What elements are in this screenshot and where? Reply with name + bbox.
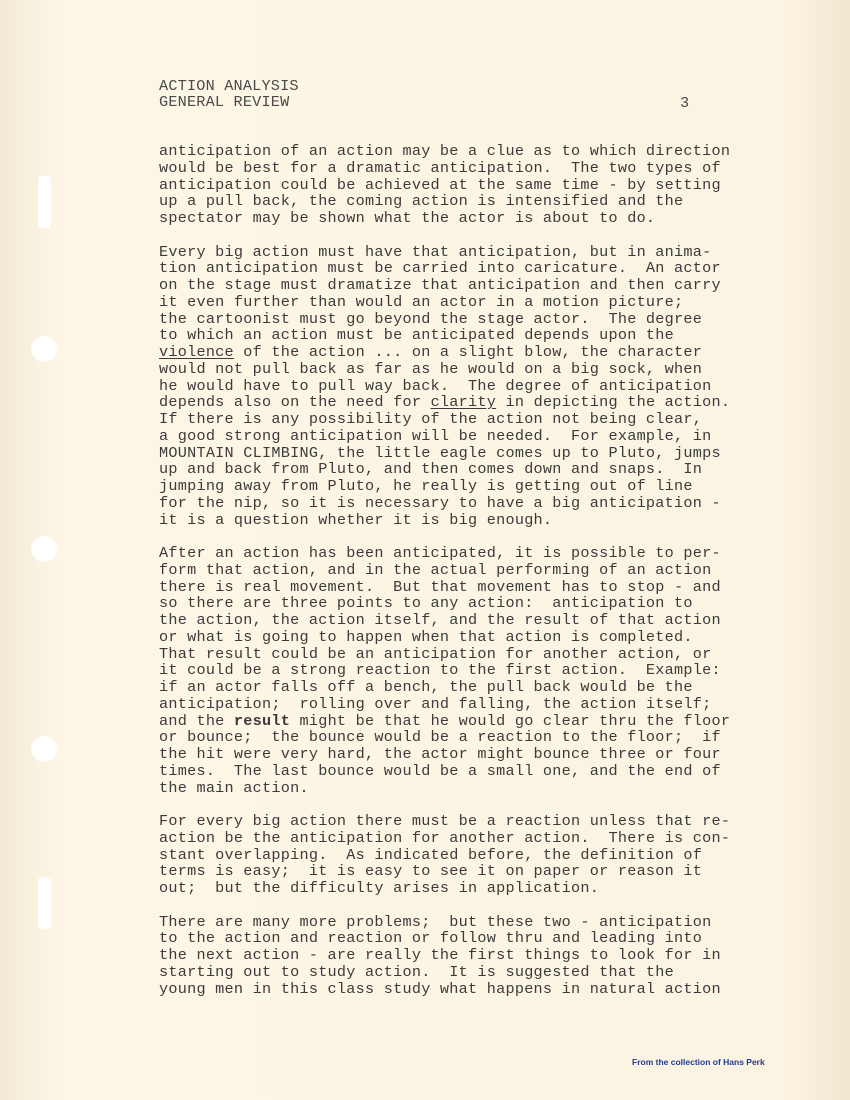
document-body <box>159 143 819 1014</box>
text-line: jumping away from Pluto, he really is getting out of line <box>159 477 693 495</box>
text-line: the cartoonist must go beyond the stage actor. The degree <box>159 309 703 328</box>
text-line: he would have to pull way back. The degree of anticipation <box>159 376 712 395</box>
binder-tab-bottom <box>38 877 51 929</box>
text-line: for the nip, so it is necessary to have a big anticipation - <box>159 493 721 512</box>
text-line: the hit were very hard, the actor might bounce three or four <box>159 745 721 763</box>
text-line: would not pull back as far as he would on a big sock, when <box>159 359 703 378</box>
header-subtitle: GENERAL REVIEW <box>159 93 290 111</box>
paragraph <box>159 244 819 529</box>
text-line: times. The last bounce would be a small one, and the end of <box>159 761 721 780</box>
underlined-word: clarity <box>430 393 497 412</box>
text-line: For every big action there must be a reaction unless that re- <box>159 812 731 830</box>
text-line: spectator may be shown what the actor is about to do. <box>159 209 656 227</box>
text-line: terms is easy; it is easy to see it on paper or reason it <box>159 862 703 881</box>
text-line: If there is any possibility of the action not being clear, <box>159 410 703 428</box>
text-line: young men in this class study what happens in natural action <box>159 979 721 998</box>
binder-hole-2 <box>31 536 57 562</box>
text-line: out; but the difficulty arises in application. <box>159 879 600 897</box>
text-line: so there are three points to any action: anticipation to <box>159 594 693 613</box>
text-line: the main action. <box>159 778 309 797</box>
text-line: would be best for a dramatic anticipation. The two types of <box>159 158 721 177</box>
text-line: it is a question whether it is big enough. <box>159 510 553 529</box>
text-line: and the result might be that he would go clear thru the floor <box>159 711 731 730</box>
text-line: anticipation could be achieved at the same time - by setting <box>159 175 721 194</box>
underlined-word: violence <box>159 343 234 361</box>
text-line: or what is going to happen when that action is completed. <box>159 627 693 646</box>
text-line: the action, the action itself, and the result of that action <box>159 611 721 629</box>
text-line: up a pull back, the coming action is intensified and the <box>159 192 684 211</box>
binder-hole-3 <box>31 736 57 762</box>
binder-tab-top <box>38 176 51 228</box>
text-line: to which an action must be anticipated depends upon the <box>159 326 675 345</box>
page-number: 3 <box>680 94 690 112</box>
text-line: There are many more problems; but these two - anticipation <box>159 912 712 931</box>
paragraph <box>159 143 819 227</box>
text-line: stant overlapping. As indicated before, the definition of <box>159 845 703 864</box>
text-line: if an actor falls off a bench, the pull back would be the <box>159 678 693 696</box>
document-header <box>159 78 299 110</box>
bold-word: result <box>233 711 291 730</box>
text-line: anticipation of an action may be a clue as to which direction <box>159 142 731 160</box>
text-line: depends also on the need for clarity in depicting the action. <box>159 393 731 412</box>
text-line: up and back from Pluto, and then comes down and snaps. In <box>159 460 703 479</box>
text-line: or bounce; the bounce would be a reaction to the floor; if <box>159 728 721 747</box>
paragraph <box>159 914 819 998</box>
text-line: violence of the action ... on a slight blow, the character <box>159 343 703 361</box>
paragraph <box>159 545 819 796</box>
text-line: the next action - are really the first things to look for in <box>159 946 721 964</box>
text-line: Every big action must have that anticipation, but in anima- <box>159 242 712 261</box>
text-line: it even further than would an actor in a motion picture; <box>159 292 684 311</box>
text-line: tion anticipation must be carried into caricature. An actor <box>159 259 721 278</box>
text-line: anticipation; rolling over and falling, the action itself; <box>159 694 712 713</box>
text-line: After an action has been anticipated, it is possible to per- <box>159 544 721 562</box>
text-line: form that action, and in the actual performing of an action <box>159 560 712 579</box>
binder-hole-1 <box>31 336 57 362</box>
header-title: ACTION ANALYSIS <box>159 77 299 95</box>
text-line: That result could be an anticipation for another action, or <box>159 644 712 663</box>
text-line: on the stage must dramatize that anticipation and then carry <box>159 276 721 294</box>
text-line: starting out to study action. It is suggested that the <box>159 962 675 981</box>
collection-credit: From the collection of Hans Perk <box>632 1057 765 1067</box>
text-line: a good strong anticipation will be needed. For example, in <box>159 426 712 445</box>
text-line: there is real movement. But that movement has to stop - and <box>159 577 721 596</box>
paragraph <box>159 813 819 897</box>
text-line: action be the anticipation for another action. There is con- <box>159 828 731 847</box>
text-line: MOUNTAIN CLIMBING, the little eagle comes up to Pluto, jumps <box>159 443 721 462</box>
text-line: it could be a strong reaction to the first action. Example: <box>159 661 721 680</box>
text-line: to the action and reaction or follow thru and leading into <box>159 929 703 948</box>
